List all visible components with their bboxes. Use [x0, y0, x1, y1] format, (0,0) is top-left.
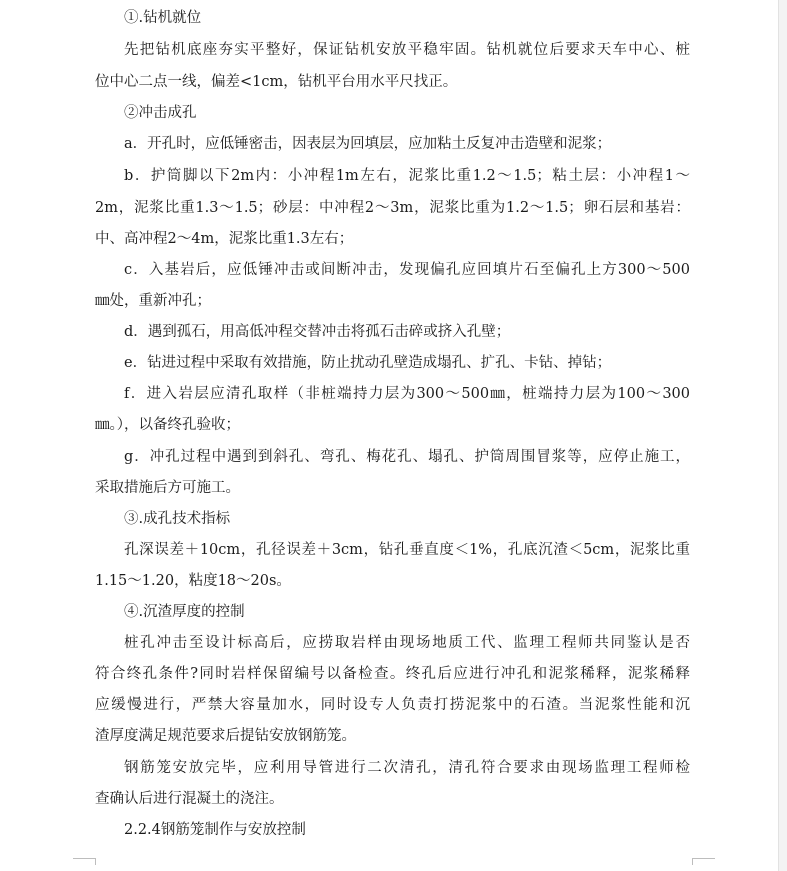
item-b-line: 2m，泥浆比重1.3～1.5；砂层：中冲程2～3m，泥浆比重为1.2～1.5；卵石层和基岩： — [95, 200, 690, 216]
page-margin-corner-left — [73, 858, 96, 865]
item-b-line: b．护筒脚以下2m内：小冲程1m左右，泥浆比重1.2～1.5；粘土层：小冲程1～ — [124, 168, 690, 184]
item-f-line: ㎜。），以备终孔验收； — [95, 417, 240, 433]
step4-paragraph-line: 桩孔冲击至设计标高后，应捞取岩样由现场地质工代、监理工程师共同鉴认是否 — [124, 635, 690, 651]
section-heading: 2.2.4钢筋笼制作与安放控制 — [124, 822, 306, 838]
step2-heading: ②冲击成孔 — [124, 105, 197, 121]
step3-paragraph-line: 1.15～1.20，粘度18～20s。 — [95, 573, 291, 589]
step4-paragraph-line: 应缓慢进行，严禁大容量加水，同时设专人负责打捞泥浆中的石渣。当泥浆性能和沉 — [95, 697, 690, 713]
step1-heading: ①.钻机就位 — [124, 10, 202, 26]
item-f-line: f．进入岩层应清孔取样（非桩端持力层为300～500㎜，桩端持力层为100～300 — [124, 386, 690, 402]
step1-paragraph-line: 位中心二点一线，偏差<1cm，钻机平台用水平尺找正。 — [95, 74, 458, 90]
page-margin-corner-right — [692, 858, 715, 865]
vertical-scrollbar[interactable] — [778, 0, 787, 871]
step4-heading: ④.沉渣厚度的控制 — [124, 604, 245, 620]
item-b-line: 中、高冲程2～4m，泥浆比重1.3左右； — [95, 231, 354, 247]
item-g-line: 采取措施后方可施工。 — [95, 480, 240, 496]
item-e: e．钻进过程中采取有效措施，防止扰动孔壁造成塌孔、扩孔、卡钻、掉钻； — [124, 355, 612, 371]
cleanout-paragraph-line: 钢筋笼安放完毕，应利用导管进行二次清孔，清孔符合要求由现场监理工程师检 — [124, 760, 690, 776]
item-a: a．开孔时，应低锤密击，因表层为回填层，应加粘土反复冲击造壁和泥浆； — [124, 136, 612, 152]
item-g-line: g．冲孔过程中遇到到斜孔、弯孔、梅花孔、塌孔、护筒周围冒浆等，应停止施工， — [124, 449, 690, 465]
step4-paragraph-line: 符合终孔条件?同时岩样保留编号以备检查。终孔后应进行冲孔和泥浆稀释，泥浆稀释 — [95, 666, 690, 682]
item-c-line: c．入基岩后，应低锤冲击或间断冲击，发现偏孔应回填片石至偏孔上方300～500 — [124, 262, 690, 278]
step4-paragraph-line: 渣厚度满足规范要求后提钻安放钢筋笼。 — [95, 728, 356, 744]
step3-paragraph-line: 孔深误差＋10cm，孔径误差＋3cm，钻孔垂直度＜1%，孔底沉渣＜5cm，泥浆比重 — [124, 542, 690, 558]
cleanout-paragraph-line: 查确认后进行混凝土的浇注。 — [95, 791, 284, 807]
item-d: d．遇到孤石，用高低冲程交替冲击将孤石击碎或挤入孔壁； — [124, 324, 511, 340]
step3-heading: ③.成孔技术指标 — [124, 511, 231, 527]
step1-paragraph-line: 先把钻机底座夯实平整好，保证钻机安放平稳牢固。钻机就位后要求天车中心、桩 — [124, 42, 690, 58]
item-c-line: ㎜处，重新冲孔； — [95, 293, 211, 309]
